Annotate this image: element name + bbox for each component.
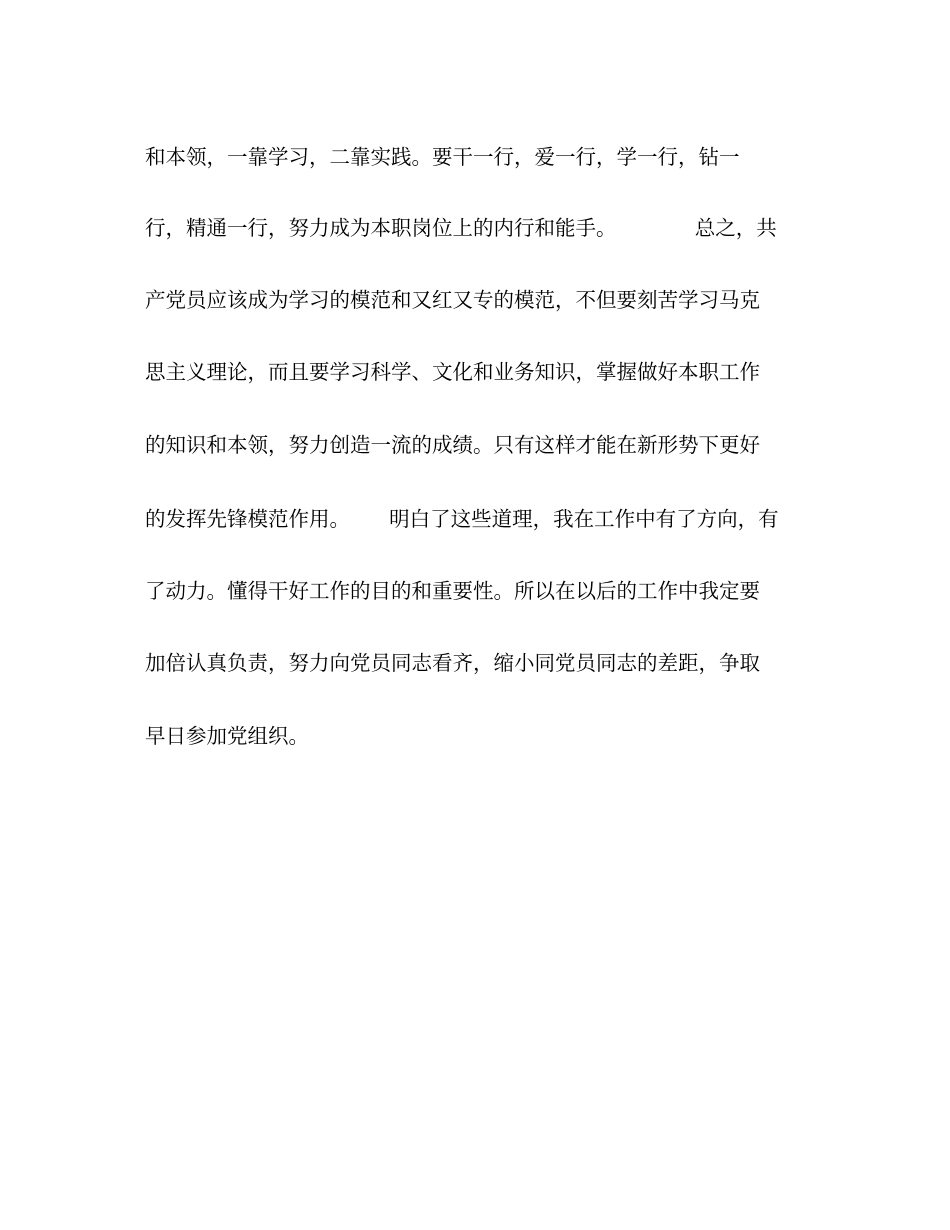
text-line-3: 产党员应该成为学习的模范和又红又专的模范，不但要刻苦学习马克 bbox=[145, 288, 760, 312]
text-line-9: 早日参加党组织。 bbox=[145, 724, 309, 748]
text-line-2: 行，精通一行，努力成为本职岗位上的内行和能手。 总之，共 bbox=[145, 216, 777, 240]
text-line-8: 加倍认真负责，努力向党员同志看齐，缩小同党员同志的差距，争取 bbox=[145, 651, 760, 675]
text-line-4: 思主义理论，而且要学习科学、文化和业务知识，掌握做好本职工作 bbox=[145, 360, 760, 384]
text-line-5: 的知识和本领，努力创造一流的成绩。只有这样才能在新形势下更好 bbox=[145, 433, 760, 457]
text-line-1: 和本领，一靠学习，二靠实践。要干一行，爱一行，学一行，钻一 bbox=[145, 145, 740, 169]
text-line-7: 了动力。懂得干好工作的目的和重要性。所以在以后的工作中我定要 bbox=[145, 579, 760, 603]
text-line-6: 的发挥先锋模范作用。 明白了这些道理，我在工作中有了方向，有 bbox=[145, 507, 779, 531]
